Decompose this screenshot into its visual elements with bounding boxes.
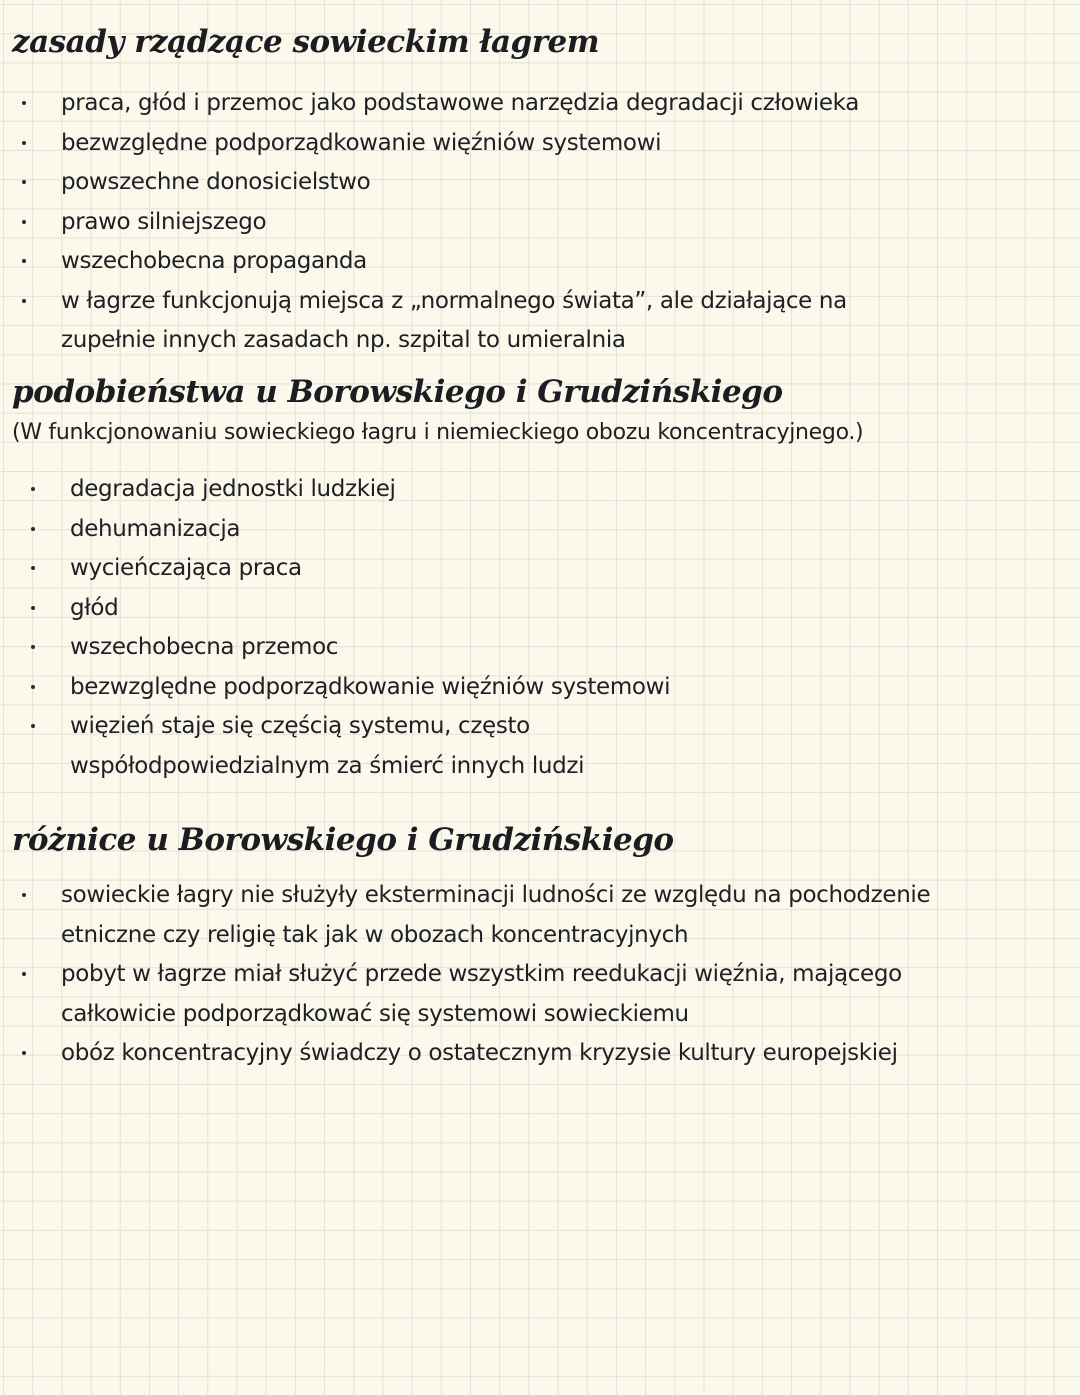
bullet-icon <box>22 299 26 303</box>
section-subtitle: (W funkcjonowaniu sowieckiego łagru i niemieckiego obozu koncentracyjnego.) <box>12 420 864 445</box>
heading-podobienstwa: podobieństwa u Borowskiego i Grudzińskiego <box>12 374 783 410</box>
bullet-icon <box>31 724 35 728</box>
list-item-text: w łagrze funkcjonują miejsca z „normalnego świata”, ale działające na zupełnie innych zasadach np. szpital to umieralnia <box>61 287 847 353</box>
list-item <box>61 282 851 361</box>
list-item <box>61 203 861 243</box>
list-item-text: obóz koncentracyjny świadczy o ostatecznym kryzysie kultury europejskiej <box>61 1040 898 1066</box>
list-item <box>61 242 861 282</box>
list-item <box>61 1034 1021 1074</box>
bullet-icon <box>22 180 26 184</box>
heading-zasady: zasady rządzące sowieckim łagrem <box>12 24 600 60</box>
bullet-icon <box>22 1051 26 1055</box>
bullet-icon <box>31 606 35 610</box>
list-item <box>61 955 1021 1034</box>
bullet-icon <box>22 220 26 224</box>
list-item-text: degradacja jednostki ludzkiej <box>70 476 396 502</box>
bullet-icon <box>31 487 35 491</box>
list-item <box>70 510 870 550</box>
bullet-icon <box>22 101 26 105</box>
list-item <box>61 163 861 203</box>
list-item <box>70 549 870 589</box>
list-roznice <box>61 876 1061 1074</box>
list-item-text: prawo silniejszego <box>61 208 267 235</box>
list-item <box>70 470 870 510</box>
list-item-text: wszechobecna przemoc <box>70 634 339 660</box>
list-item <box>61 84 861 124</box>
list-item <box>61 876 1021 955</box>
list-zasady <box>61 84 961 361</box>
list-item <box>70 668 870 708</box>
list-item-text: wszechobecna propaganda <box>61 248 367 274</box>
list-item <box>70 589 870 629</box>
list-item-text: wycieńczająca praca <box>70 555 302 581</box>
list-item-text: pobyt w łagrze miał służyć przede wszystkim reedukacji więźnia, mającego całkowicie podporządkować się systemowi sowieckiemu <box>61 961 902 1027</box>
bullet-icon <box>31 685 35 689</box>
list-item-text: sowieckie łagry nie służyły eksterminacji ludności ze względu na pochodzenie etniczne czy religię tak jak w obozach koncentracyjnych <box>61 882 931 948</box>
bullet-icon <box>31 645 35 649</box>
list-item-text: dehumanizacja <box>70 515 241 542</box>
list-podobienstwa <box>70 470 970 786</box>
list-item-text: bezwzględne podporządkowanie więźniów systemowi <box>70 673 671 700</box>
list-item-text: głód <box>70 594 119 621</box>
list-item-text: powszechne donosicielstwo <box>61 169 371 195</box>
heading-roznice: różnice u Borowskiego i Grudzińskiego <box>12 822 674 858</box>
bullet-icon <box>31 527 35 531</box>
list-item <box>70 628 870 668</box>
bullet-icon <box>22 141 26 145</box>
list-item-text: bezwzględne podporządkowanie więźniów systemowi <box>61 129 662 156</box>
bullet-icon <box>22 893 26 897</box>
list-item-text: więzień staje się częścią systemu, często współodpowiedzialnym za śmierć innych ludzi <box>70 713 585 779</box>
list-item <box>61 124 861 164</box>
bullet-icon <box>22 259 26 263</box>
bullet-icon <box>22 972 26 976</box>
list-item <box>70 707 630 786</box>
list-item-text: praca, głód i przemoc jako podstawowe narzędzia degradacji człowieka <box>61 90 859 116</box>
bullet-icon <box>31 566 35 570</box>
